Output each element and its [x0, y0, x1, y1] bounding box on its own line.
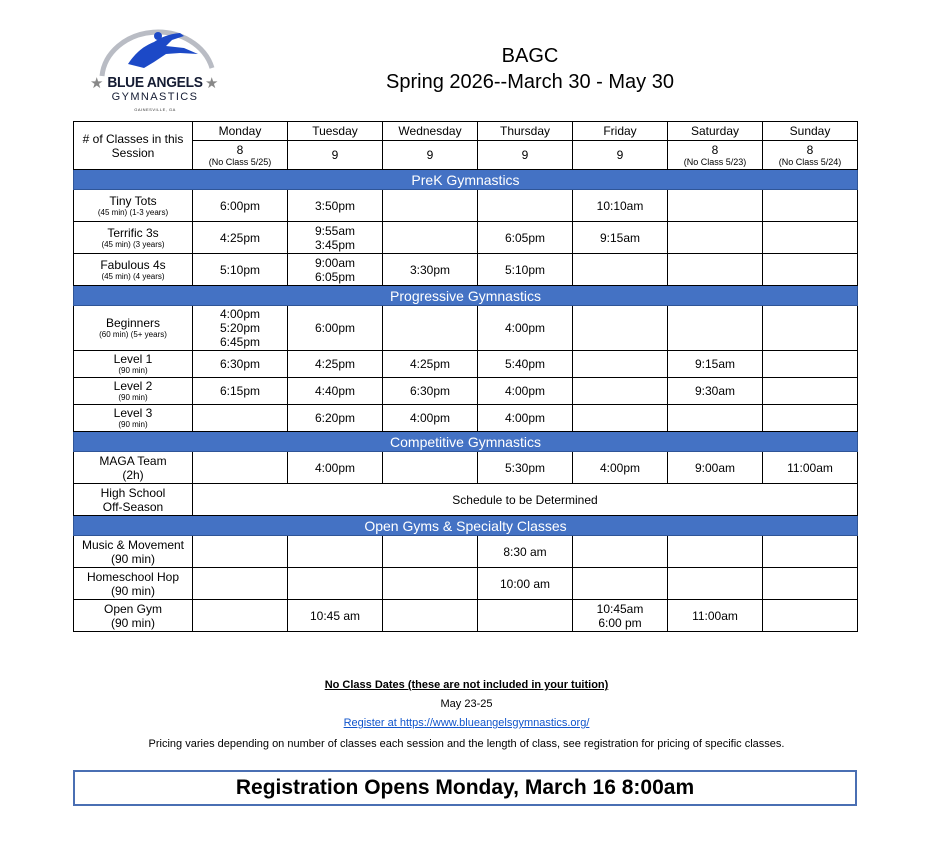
- class-name-cell: [74, 351, 193, 378]
- no-class-heading: No Class Dates (these are not included in your tuition): [324, 679, 609, 691]
- time-cell: [763, 222, 858, 254]
- time-cell: [193, 405, 288, 432]
- section-header-progressive: Progressive Gymnastics: [74, 286, 858, 306]
- time-cell: 6:15pm: [193, 378, 288, 405]
- class-name: Level 1: [113, 352, 153, 366]
- register-link-wrap: [0, 717, 933, 729]
- time-cell: [573, 536, 668, 568]
- class-name-cell: [74, 568, 193, 600]
- class-row: [74, 306, 858, 351]
- no-class-dates: May 23-25: [440, 698, 493, 710]
- class-name-cell: [74, 600, 193, 632]
- time-cell: [668, 190, 763, 222]
- time-cell: [478, 190, 573, 222]
- class-detail: (90 min): [118, 366, 148, 375]
- class-row: [74, 190, 858, 222]
- class-row: [74, 351, 858, 378]
- time-cell: [763, 378, 858, 405]
- time-cell: 9:00am: [668, 452, 763, 484]
- time-cell: [763, 536, 858, 568]
- time-cell: [383, 536, 478, 568]
- time-cell: 3:30pm: [383, 254, 478, 286]
- time-cell: [668, 254, 763, 286]
- time-cell: 5:10pm: [193, 254, 288, 286]
- time-cell: [193, 600, 288, 632]
- time-cell: 5:40pm: [478, 351, 573, 378]
- class-row: [74, 378, 858, 405]
- class-detail: (90 min): [110, 551, 155, 566]
- logo-city: GAINESVILLE, GA: [134, 107, 176, 112]
- class-name: Terrific 3s: [107, 225, 159, 240]
- time-cell: [763, 351, 858, 378]
- class-count: 8: [806, 142, 814, 157]
- day-header: Tuesday: [288, 122, 383, 141]
- class-name: Fabulous 4s: [100, 257, 166, 272]
- class-name-cell: [74, 254, 193, 286]
- schedule-tbd: Schedule to be Determined: [193, 484, 858, 516]
- time-cell: [573, 306, 668, 351]
- time-cell: 4:00pm: [478, 306, 573, 351]
- time-cell: 6:30pm: [193, 351, 288, 378]
- class-name-cell: [74, 452, 193, 484]
- star-icon: ★: [90, 75, 104, 92]
- time-cell: 10:00 am: [478, 568, 573, 600]
- time-cell: [668, 222, 763, 254]
- time-cell: [383, 306, 478, 351]
- class-detail: (60 min) (5+ years): [99, 330, 167, 339]
- time-cell: 10:10am: [573, 190, 668, 222]
- time-cell: [763, 405, 858, 432]
- class-detail: (45 min) (3 years): [101, 239, 165, 249]
- class-row: [74, 254, 858, 286]
- class-count: 9: [426, 148, 434, 162]
- class-name-cell: [74, 222, 193, 254]
- class-count-cell: [573, 141, 668, 170]
- time-cell: [573, 405, 668, 432]
- time-cell: 4:25pm: [288, 351, 383, 378]
- time-cell: 5:30pm: [478, 452, 573, 484]
- logo-subtitle: GYMNASTICS: [111, 91, 199, 103]
- time-cell: [668, 568, 763, 600]
- class-detail: (90 min): [118, 420, 148, 429]
- time-cell: [573, 351, 668, 378]
- time-cell: [193, 568, 288, 600]
- time-cell: [193, 536, 288, 568]
- class-count-cell: [383, 141, 478, 170]
- class-detail: Off-Season: [102, 499, 164, 514]
- class-count: 9: [521, 148, 529, 162]
- time-cell: 9:30am: [668, 378, 763, 405]
- time-cell: 11:00am: [763, 452, 858, 484]
- time-cell: [193, 452, 288, 484]
- day-header: Saturday: [668, 122, 763, 141]
- time-cell: 11:00am: [668, 600, 763, 632]
- class-detail: (90 min): [110, 583, 155, 598]
- time-cell: [573, 378, 668, 405]
- time-cell: 6:00pm: [193, 190, 288, 222]
- class-count-note: (No Class 5/25): [208, 156, 272, 167]
- class-detail: (45 min) (1-3 years): [97, 207, 169, 217]
- time-cell: 4:00pm: [478, 378, 573, 405]
- class-row: [74, 405, 858, 432]
- time-cell: 8:30 am: [478, 536, 573, 568]
- day-header: Sunday: [763, 122, 858, 141]
- registration-banner: Registration Opens Monday, March 16 8:00am: [73, 770, 857, 806]
- class-row: [74, 600, 858, 632]
- time-cell: 4:00pm: [383, 405, 478, 432]
- time-cell: [668, 306, 763, 351]
- time-cell: [763, 600, 858, 632]
- class-detail: (45 min) (4 years): [101, 271, 165, 281]
- class-name: Level 3: [113, 406, 153, 420]
- time-cell: 4:00pm: [478, 405, 573, 432]
- time-cell: 4:40pm: [288, 378, 383, 405]
- class-row: [74, 536, 858, 568]
- time-cell: [383, 190, 478, 222]
- time-cell: 6:30pm: [383, 378, 478, 405]
- time-cell: 3:50pm: [288, 190, 383, 222]
- time-cell: 4:25pm: [383, 351, 478, 378]
- register-link[interactable]: Register at https://www.blueangelsgymnastics.org/: [343, 717, 590, 729]
- class-name-cell: [74, 306, 193, 351]
- class-count-note: (No Class 5/24): [778, 156, 842, 167]
- class-name-cell: [74, 405, 193, 432]
- page-title: BAGC: [501, 45, 559, 67]
- class-count-cell: [668, 141, 763, 170]
- high-school-row: [74, 484, 858, 516]
- time-cell: 4:25pm: [193, 222, 288, 254]
- time-cell: [763, 190, 858, 222]
- time-cell: [763, 306, 858, 351]
- day-header: Friday: [573, 122, 668, 141]
- time-cell: [763, 254, 858, 286]
- time-cell: 10:45am 6:00 pm: [573, 600, 668, 632]
- class-name-cell: [74, 190, 193, 222]
- class-name-cell: [74, 378, 193, 405]
- time-cell: [288, 568, 383, 600]
- logo-name: BLUE ANGELS: [107, 74, 203, 91]
- time-cell: [573, 254, 668, 286]
- time-cell: 9:55am 3:45pm: [288, 222, 383, 254]
- class-count-cell: [288, 141, 383, 170]
- class-count: 8: [711, 142, 719, 157]
- time-cell: 5:10pm: [478, 254, 573, 286]
- time-cell: [668, 405, 763, 432]
- class-count-cell: [763, 141, 858, 170]
- star-icon: ★: [205, 75, 219, 92]
- time-cell: [288, 536, 383, 568]
- classes-count-label: # of Classes in this Session: [74, 122, 193, 170]
- time-cell: 4:00pm: [573, 452, 668, 484]
- class-detail: (2h): [122, 467, 144, 482]
- time-cell: 6:00pm: [288, 306, 383, 351]
- class-name: Music & Movement: [81, 537, 185, 552]
- class-name: High School: [100, 485, 166, 500]
- time-cell: [383, 452, 478, 484]
- time-cell: [383, 222, 478, 254]
- time-cell: 4:00pm 5:20pm 6:45pm: [193, 306, 288, 351]
- section-header-open-gyms: Open Gyms & Specialty Classes: [74, 516, 858, 536]
- schedule-table: [73, 121, 858, 632]
- time-cell: [383, 600, 478, 632]
- class-row: [74, 222, 858, 254]
- time-cell: [383, 568, 478, 600]
- class-count-cell: [478, 141, 573, 170]
- time-cell: [668, 536, 763, 568]
- day-header: Monday: [193, 122, 288, 141]
- day-header: Wednesday: [383, 122, 478, 141]
- class-count: 8: [236, 142, 244, 157]
- pricing-note: Pricing varies depending on number of classes each session and the length of class, see registration for pricing of specific classes.: [148, 738, 785, 750]
- class-count-cell: [193, 141, 288, 170]
- time-cell: 4:00pm: [288, 452, 383, 484]
- class-name-cell: [74, 484, 193, 516]
- day-header: Thursday: [478, 122, 573, 141]
- class-detail: (90 min): [110, 615, 155, 630]
- page-subtitle: Spring 2026--March 30 - May 30: [386, 71, 674, 93]
- time-cell: 9:15am: [668, 351, 763, 378]
- class-name: Tiny Tots: [109, 193, 157, 208]
- time-cell: 6:20pm: [288, 405, 383, 432]
- class-row: [74, 452, 858, 484]
- class-name: Homeschool Hop: [86, 569, 180, 584]
- class-name-cell: [74, 536, 193, 568]
- time-cell: 9:00am 6:05pm: [288, 254, 383, 286]
- time-cell: 6:05pm: [478, 222, 573, 254]
- time-cell: 9:15am: [573, 222, 668, 254]
- time-cell: [573, 568, 668, 600]
- class-name: MAGA Team: [99, 453, 167, 468]
- section-header-competitive: Competitive Gymnastics: [74, 432, 858, 452]
- class-name: Level 2: [113, 379, 153, 393]
- class-count-note: (No Class 5/23): [683, 156, 747, 167]
- time-cell: 10:45 am: [288, 600, 383, 632]
- class-count: 9: [331, 148, 339, 162]
- time-cell: [763, 568, 858, 600]
- class-name: Open Gym: [103, 601, 163, 616]
- class-count: 9: [616, 148, 624, 162]
- class-row: [74, 568, 858, 600]
- time-cell: [478, 600, 573, 632]
- class-detail: (90 min): [118, 393, 148, 402]
- class-name: Beginners: [105, 316, 161, 330]
- blue-angels-logo: [88, 24, 222, 116]
- section-header-prek: PreK Gymnastics: [74, 170, 858, 190]
